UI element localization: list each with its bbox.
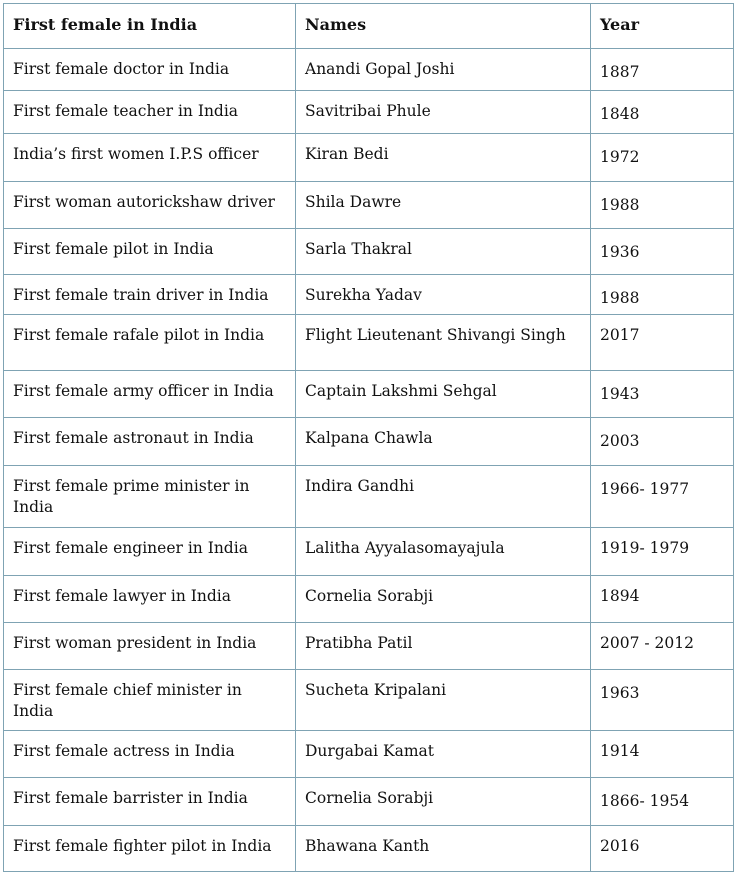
cell-name: Lalitha Ayyalasomayajula bbox=[296, 528, 591, 576]
table-row bbox=[4, 134, 734, 182]
table-row bbox=[4, 466, 734, 528]
table-row bbox=[4, 229, 734, 275]
cell-name: Surekha Yadav bbox=[296, 275, 591, 315]
cell-title: First female rafale pilot in India bbox=[4, 315, 296, 371]
cell-title: First female barrister in India bbox=[4, 778, 296, 826]
table-row bbox=[4, 91, 734, 134]
table-row bbox=[4, 731, 734, 778]
cell-name: Shila Dawre bbox=[296, 182, 591, 229]
cell-name: Bhawana Kanth bbox=[296, 826, 591, 872]
cell-year: 2003 bbox=[591, 418, 734, 466]
cell-name: Sucheta Kripalani bbox=[296, 670, 591, 731]
cell-title: First female teacher in India bbox=[4, 91, 296, 134]
table-row bbox=[4, 623, 734, 670]
cell-title: First female engineer in India bbox=[4, 528, 296, 576]
table-row bbox=[4, 576, 734, 623]
cell-title: First woman president in India bbox=[4, 623, 296, 670]
cell-year: 1848 bbox=[591, 91, 734, 134]
cell-year: 1914 bbox=[591, 731, 734, 778]
cell-title: First female army officer in India bbox=[4, 371, 296, 418]
cell-title: First female doctor in India bbox=[4, 49, 296, 91]
header-year: Year bbox=[591, 4, 734, 49]
first-females-table bbox=[3, 3, 734, 872]
cell-title: First female train driver in India bbox=[4, 275, 296, 315]
cell-title: First female prime minister in India bbox=[4, 466, 296, 528]
cell-name: Kalpana Chawla bbox=[296, 418, 591, 466]
cell-name: Cornelia Sorabji bbox=[296, 576, 591, 623]
cell-year: 1972 bbox=[591, 134, 734, 182]
header-row bbox=[4, 4, 734, 49]
cell-title: First female pilot in India bbox=[4, 229, 296, 275]
cell-year: 1988 bbox=[591, 182, 734, 229]
table-row bbox=[4, 182, 734, 229]
cell-year: 1963 bbox=[591, 670, 734, 731]
cell-title: First female fighter pilot in India bbox=[4, 826, 296, 872]
table-row bbox=[4, 670, 734, 731]
cell-year: 2016 bbox=[591, 826, 734, 872]
table-row bbox=[4, 528, 734, 576]
table-row bbox=[4, 49, 734, 91]
cell-name: Cornelia Sorabji bbox=[296, 778, 591, 826]
header-names: Names bbox=[296, 4, 591, 49]
cell-name: Kiran Bedi bbox=[296, 134, 591, 182]
cell-year: 1966- 1977 bbox=[591, 466, 734, 528]
cell-year: 1988 bbox=[591, 275, 734, 315]
cell-year: 1943 bbox=[591, 371, 734, 418]
table-row bbox=[4, 418, 734, 466]
cell-name: Captain Lakshmi Sehgal bbox=[296, 371, 591, 418]
cell-title: India’s first women I.P.S officer bbox=[4, 134, 296, 182]
cell-title: First female astronaut in India bbox=[4, 418, 296, 466]
table-row bbox=[4, 371, 734, 418]
cell-name: Pratibha Patil bbox=[296, 623, 591, 670]
cell-year: 2017 bbox=[591, 315, 734, 371]
cell-year: 2007 - 2012 bbox=[591, 623, 734, 670]
cell-name: Indira Gandhi bbox=[296, 466, 591, 528]
cell-title: First woman autorickshaw driver bbox=[4, 182, 296, 229]
cell-title: First female lawyer in India bbox=[4, 576, 296, 623]
cell-title: First female actress in India bbox=[4, 731, 296, 778]
cell-name: Durgabai Kamat bbox=[296, 731, 591, 778]
table-row bbox=[4, 778, 734, 826]
table-row bbox=[4, 826, 734, 872]
cell-name: Flight Lieutenant Shivangi Singh bbox=[296, 315, 591, 371]
table-row bbox=[4, 275, 734, 315]
cell-year: 1894 bbox=[591, 576, 734, 623]
table-row bbox=[4, 315, 734, 371]
cell-name: Savitribai Phule bbox=[296, 91, 591, 134]
cell-year: 1919- 1979 bbox=[591, 528, 734, 576]
cell-name: Anandi Gopal Joshi bbox=[296, 49, 591, 91]
cell-year: 1936 bbox=[591, 229, 734, 275]
cell-year: 1887 bbox=[591, 49, 734, 91]
cell-title: First female chief minister in India bbox=[4, 670, 296, 731]
header-first-female: First female in India bbox=[4, 4, 296, 49]
cell-name: Sarla Thakral bbox=[296, 229, 591, 275]
cell-year: 1866- 1954 bbox=[591, 778, 734, 826]
